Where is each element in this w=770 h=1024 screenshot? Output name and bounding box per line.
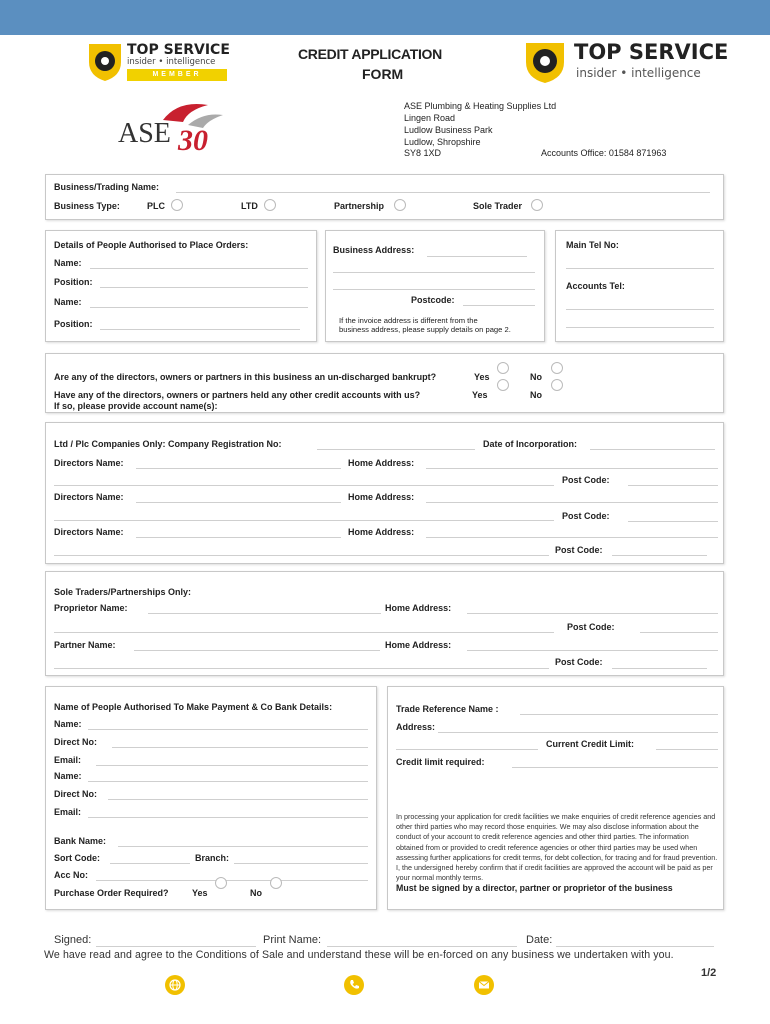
po-yes-label: Yes — [192, 888, 208, 898]
company-reg-field[interactable] — [317, 449, 475, 450]
position-field-1[interactable] — [100, 287, 308, 288]
branch-label: Branch: — [195, 853, 230, 863]
payment-name-label: Name: — [54, 719, 82, 729]
ase-text: ASE — [118, 118, 171, 149]
date-field[interactable] — [556, 946, 714, 947]
director-home-field-1b[interactable] — [54, 485, 554, 486]
sole-trader-label: Sole Trader — [473, 201, 523, 211]
accounts-tel-field[interactable] — [566, 309, 714, 310]
incorporation-field[interactable] — [590, 449, 715, 450]
payment-direct-field[interactable] — [112, 747, 368, 748]
partner-home-field[interactable] — [467, 650, 718, 651]
trade-address-label: Address: — [396, 722, 436, 732]
top-banner — [0, 0, 770, 35]
payment-email-field-2[interactable] — [88, 817, 368, 818]
purchase-order-label: Purchase Order Required? — [54, 888, 169, 898]
bankrupt-question: Are any of the directors, owners or partners in this business an un-discharged bankrupt? — [54, 372, 437, 382]
accounts-tel-label: Accounts Tel: — [566, 281, 625, 291]
globe-icon — [165, 975, 185, 995]
director-home-field-2b[interactable] — [54, 520, 554, 521]
company-reg-label: Ltd / Plc Companies Only: Company Registration No: — [54, 439, 282, 449]
director-name-field-1[interactable] — [136, 468, 341, 469]
payment-name-field-2[interactable] — [88, 781, 368, 782]
name-label-2: Name: — [54, 297, 82, 307]
proprietor-name-label: Proprietor Name: — [54, 603, 128, 613]
signed-label: Signed: — [54, 934, 92, 946]
director-name-label-1: Directors Name: — [54, 458, 124, 468]
payment-email-label: Email: — [54, 755, 82, 765]
bank-name-field[interactable] — [118, 846, 368, 847]
logo-title: TOP SERVICE — [574, 40, 729, 64]
credit-yes-label: Yes — [472, 390, 488, 400]
top-service-logo-right — [522, 40, 732, 85]
postcode-field[interactable] — [463, 305, 535, 306]
position-field-2[interactable] — [100, 329, 300, 330]
mail-icon — [474, 975, 494, 995]
business-address-label: Business Address: — [333, 245, 415, 255]
company-name: ASE Plumbing & Heating Supplies Ltd — [404, 101, 557, 111]
phone-icon-glyph — [344, 975, 364, 995]
accounts-tel-field-2[interactable] — [566, 327, 714, 328]
branch-field[interactable] — [234, 863, 368, 864]
credit-required-field[interactable] — [512, 767, 718, 768]
phone-icon — [344, 975, 364, 995]
po-yes-radio[interactable] — [215, 877, 227, 889]
date-label: Date: — [526, 934, 553, 946]
name-label-1: Name: — [54, 258, 82, 268]
sort-code-field[interactable] — [110, 863, 190, 864]
po-no-radio[interactable] — [270, 877, 282, 889]
director-name-field-2[interactable] — [136, 502, 341, 503]
director-postcode-label-1: Post Code: — [562, 475, 610, 485]
plc-label: PLC — [147, 201, 165, 211]
director-name-label-2: Directors Name: — [54, 492, 124, 502]
po-no-label: No — [250, 888, 262, 898]
partnership-radio[interactable] — [394, 199, 406, 211]
director-home-label-1: Home Address: — [348, 458, 415, 468]
proprietor-home-label: Home Address: — [385, 603, 452, 613]
trade-ref-field[interactable] — [520, 714, 718, 715]
director-home-field-3[interactable] — [426, 537, 718, 538]
current-credit-field[interactable] — [656, 749, 718, 750]
business-address-field-3[interactable] — [333, 289, 535, 290]
proprietor-name-field[interactable] — [148, 613, 381, 614]
partner-postcode-field[interactable] — [612, 668, 707, 669]
postcode-label: Postcode: — [411, 295, 455, 305]
name-field-1[interactable] — [90, 268, 308, 269]
director-postcode-field-1[interactable] — [628, 485, 718, 486]
credit-disclaimer: In processing your application for credit facilities we make enquiries of credit reference agencies and other third parties who may record those enquiries. We may also disclose information about the conduct of your account to credit reference agencies and other third parties. The information obtained from or provided to credit reference agencies or other third parties may be used when assessing further applications for credit terms, for debt collection, for tracing and for fraud prevention. I, the undersigned hereby confirm that if credit facilities are approved the account will be paid as per your normal monthly terms. — [396, 812, 718, 883]
logo-subtitle: insider • intelligence — [576, 66, 701, 80]
trading-name-label: Business/Trading Name: — [54, 182, 160, 192]
business-address-field-1[interactable] — [427, 256, 527, 257]
form-title-line2: FORM — [362, 66, 404, 82]
director-home-field-1[interactable] — [426, 468, 718, 469]
form-title-line1: CREDIT APPLICATION — [298, 46, 442, 62]
proprietor-home-field-b[interactable] — [54, 632, 554, 633]
payment-name-field[interactable] — [88, 729, 368, 730]
partner-postcode-label: Post Code: — [555, 657, 603, 667]
ltd-radio[interactable] — [264, 199, 276, 211]
invoice-note-line2: business address, please supply details on page 2. — [339, 325, 511, 334]
bankrupt-yes-radio[interactable] — [497, 362, 509, 374]
company-line4: Ludlow, Shropshire — [404, 137, 481, 147]
credit-required-label: Credit limit required: — [396, 757, 485, 767]
agreement-statement: We have read and agree to the Conditions of Sale and understand these will be en-forced on any business we undertaken with you. — [44, 949, 674, 961]
trading-name-field[interactable] — [176, 192, 710, 193]
invoice-note-line1: If the invoice address is different from the — [339, 316, 478, 325]
must-sign-note: Must be signed by a director, partner or proprietor of the business — [396, 883, 673, 893]
payment-name-label-2: Name: — [54, 771, 82, 781]
business-section — [45, 174, 724, 220]
director-postcode-label-2: Post Code: — [562, 511, 610, 521]
company-line2: Lingen Road — [404, 113, 456, 123]
position-label-1: Position: — [54, 277, 93, 287]
payment-direct-field-2[interactable] — [108, 799, 368, 800]
partner-home-field-b[interactable] — [54, 668, 549, 669]
partner-name-field[interactable] — [134, 650, 380, 651]
partner-home-label: Home Address: — [385, 640, 452, 650]
incorporation-label: Date of Incorporation: — [483, 439, 577, 449]
trade-ref-label: Trade Reference Name : — [396, 704, 499, 714]
bankrupt-no-radio[interactable] — [551, 362, 563, 374]
business-type-label: Business Type: — [54, 201, 120, 211]
credit-no-radio[interactable] — [551, 379, 563, 391]
sole-trader-radio[interactable] — [531, 199, 543, 211]
mail-icon-glyph — [474, 975, 494, 995]
shield-logo-icon — [522, 40, 568, 84]
director-name-label-3: Directors Name: — [54, 527, 124, 537]
partnership-label: Partnership — [334, 201, 385, 211]
position-label-2: Position: — [54, 319, 93, 329]
ltd-label: LTD — [241, 201, 258, 211]
proprietor-home-field[interactable] — [467, 613, 718, 614]
sole-traders-heading: Sole Traders/Partnerships Only: — [54, 587, 192, 597]
director-name-field-3[interactable] — [136, 537, 341, 538]
acc-no-field[interactable] — [96, 880, 368, 881]
ase-number: 30 — [178, 124, 208, 157]
company-line3: Ludlow Business Park — [404, 125, 493, 135]
member-badge: MEMBER — [127, 69, 227, 81]
payment-heading: Name of People Authorised To Make Payment & Co Bank Details: — [54, 702, 333, 712]
authorised-heading: Details of People Authorised to Place Orders: — [54, 240, 249, 250]
credit-accounts-question: Have any of the directors, owners or partners held any other credit accounts with us? — [54, 390, 421, 400]
print-name-label: Print Name: — [263, 934, 322, 946]
print-name-field[interactable] — [327, 946, 517, 947]
payment-email-label-2: Email: — [54, 807, 82, 817]
director-postcode-label-3: Post Code: — [555, 545, 603, 555]
proprietor-postcode-field[interactable] — [640, 632, 718, 633]
director-home-field-2[interactable] — [426, 502, 718, 503]
director-home-field-3b[interactable] — [54, 555, 549, 556]
top-service-logo-left — [85, 42, 230, 84]
partner-name-label: Partner Name: — [54, 640, 116, 650]
payment-email-field[interactable] — [96, 765, 368, 766]
sort-code-label: Sort Code: — [54, 853, 100, 863]
shield-logo-icon — [85, 42, 125, 82]
signed-field[interactable] — [96, 946, 256, 947]
globe-icon-glyph — [165, 975, 185, 995]
name-field-2[interactable] — [90, 307, 308, 308]
business-address-field-2[interactable] — [333, 272, 535, 273]
payment-direct-label-2: Direct No: — [54, 789, 98, 799]
current-credit-label: Current Credit Limit: — [546, 739, 635, 749]
acc-no-label: Acc No: — [54, 870, 89, 880]
logo-title: TOP SERVICE — [127, 42, 230, 58]
accounts-office: Accounts Office: 01584 871963 — [541, 148, 667, 158]
logo-subtitle: insider • intelligence — [127, 57, 216, 67]
director-postcode-field-3[interactable] — [612, 555, 707, 556]
director-home-label-3: Home Address: — [348, 527, 415, 537]
director-postcode-field-2[interactable] — [628, 521, 718, 522]
trade-address-field[interactable] — [438, 732, 718, 733]
bank-name-label: Bank Name: — [54, 836, 107, 846]
company-postcode: SY8 1XD — [404, 148, 442, 158]
page-number: 1/2 — [701, 967, 717, 979]
director-home-label-2: Home Address: — [348, 492, 415, 502]
account-names-prompt: If so, please provide account name(s): — [54, 401, 218, 411]
bankrupt-yes-label: Yes — [474, 372, 490, 382]
payment-direct-label: Direct No: — [54, 737, 98, 747]
main-tel-label: Main Tel No: — [566, 240, 619, 250]
credit-yes-radio[interactable] — [497, 379, 509, 391]
credit-no-label: No — [530, 390, 542, 400]
main-tel-field[interactable] — [566, 268, 714, 269]
trade-address-field-2[interactable] — [396, 749, 538, 750]
plc-radio[interactable] — [171, 199, 183, 211]
ase-logo — [118, 100, 258, 160]
bankrupt-no-label: No — [530, 372, 542, 382]
proprietor-postcode-label: Post Code: — [567, 622, 615, 632]
